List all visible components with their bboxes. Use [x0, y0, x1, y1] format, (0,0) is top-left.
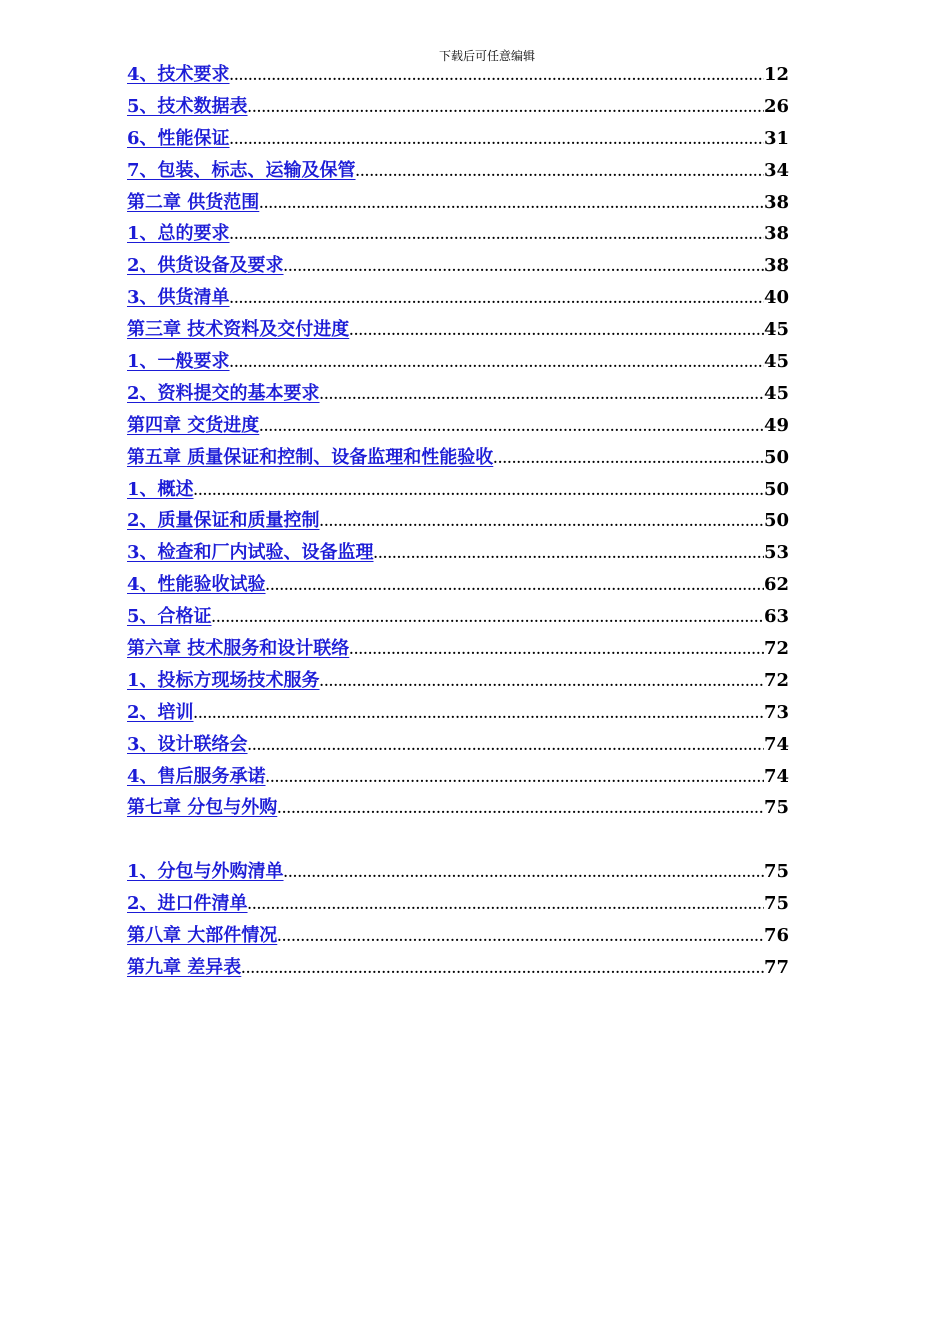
toc-entry[interactable]: [127, 729, 789, 761]
toc-entry-link[interactable]: 1、分包与外购清单: [127, 861, 284, 883]
toc-dot-leader: [248, 731, 764, 763]
toc-entry-link[interactable]: 2、培训: [127, 701, 194, 723]
toc-page-number: 45: [763, 351, 789, 373]
toc-dot-leader: [284, 252, 764, 284]
toc-entry[interactable]: [127, 761, 789, 793]
toc-dot-leader: [248, 890, 764, 922]
toc-page-number: 12: [763, 64, 789, 85]
table-of-contents: [127, 59, 789, 984]
toc-entry[interactable]: [127, 282, 789, 314]
toc-entry-link[interactable]: 4、性能验收试验: [127, 574, 266, 596]
toc-entry[interactable]: [127, 665, 789, 697]
toc-page-number: 45: [763, 319, 789, 341]
toc-page-number: 26: [763, 95, 789, 117]
toc-dot-leader: [230, 348, 764, 380]
toc-entry[interactable]: [127, 410, 789, 442]
toc-dot-leader: [349, 316, 764, 348]
toc-entry-link[interactable]: 6、性能保证: [127, 127, 230, 149]
toc-entry[interactable]: [127, 505, 789, 537]
toc-page-number: 34: [763, 159, 789, 181]
toc-page-number: 40: [763, 287, 789, 309]
toc-entry[interactable]: [127, 187, 789, 219]
toc-entry-link[interactable]: 4、售后服务承诺: [127, 765, 266, 787]
toc-dot-leader: [230, 220, 764, 252]
toc-page-number: 38: [763, 255, 789, 277]
toc-dot-leader: [320, 667, 764, 699]
toc-dot-leader: [493, 444, 764, 476]
toc-page-number: 50: [763, 478, 789, 500]
toc-entry-link[interactable]: 第四章 交货进度: [127, 414, 260, 436]
toc-page-number: 74: [763, 765, 789, 787]
toc-entry-link[interactable]: 3、设计联络会: [127, 733, 248, 755]
toc-entry[interactable]: [127, 888, 789, 920]
toc-entry-link[interactable]: 1、概述: [127, 478, 194, 500]
toc-entry-link[interactable]: 2、资料提交的基本要求: [127, 382, 320, 404]
toc-entry-link[interactable]: 3、检查和厂内试验、设备监理: [127, 542, 374, 564]
toc-entry[interactable]: [127, 59, 789, 91]
toc-page-number: 72: [763, 669, 789, 691]
toc-entry-link[interactable]: 1、总的要求: [127, 223, 230, 245]
toc-entry[interactable]: [127, 569, 789, 601]
toc-entry[interactable]: [127, 633, 789, 665]
toc-page-number: 77: [763, 957, 789, 979]
toc-entry[interactable]: [127, 952, 789, 984]
toc-entry[interactable]: [127, 250, 789, 282]
toc-entry[interactable]: [127, 91, 789, 123]
toc-dot-leader: [194, 476, 764, 508]
toc-dot-leader: [248, 93, 764, 125]
toc-entry-link[interactable]: 5、技术数据表: [127, 95, 248, 117]
toc-entry[interactable]: [127, 856, 789, 888]
toc-entry-link[interactable]: 4、技术要求: [127, 64, 230, 85]
toc-entry[interactable]: [127, 346, 789, 378]
toc-entry[interactable]: [127, 155, 789, 187]
toc-entry[interactable]: [127, 792, 789, 824]
toc-entry-link[interactable]: 7、包装、标志、运输及保管: [127, 159, 356, 181]
toc-page-number: 75: [763, 797, 789, 819]
toc-page-number: 31: [763, 127, 789, 149]
toc-page-number: 38: [763, 191, 789, 213]
toc-page-number: 73: [763, 701, 789, 723]
toc-dot-leader: [320, 507, 764, 539]
toc-dot-leader: [230, 125, 764, 157]
toc-dot-leader: [374, 539, 764, 571]
toc-page-number: 75: [763, 893, 789, 915]
toc-page-number: 72: [763, 638, 789, 660]
toc-entry[interactable]: [127, 314, 789, 346]
toc-entry-link[interactable]: 1、一般要求: [127, 351, 230, 373]
toc-dot-leader: [266, 763, 764, 795]
toc-page-number: 62: [763, 574, 789, 596]
toc-page-number: 53: [763, 542, 789, 564]
toc-entry-link[interactable]: 第二章 供货范围: [127, 191, 260, 213]
toc-dot-leader: [284, 858, 764, 890]
toc-dot-leader: [277, 922, 764, 954]
toc-entry[interactable]: [127, 218, 789, 250]
toc-dot-leader: [356, 157, 764, 189]
toc-dot-leader: [212, 603, 764, 635]
toc-entry[interactable]: [127, 537, 789, 569]
toc-entry-link[interactable]: 第三章 技术资料及交付进度: [127, 319, 350, 341]
toc-dot-leader: [277, 794, 764, 826]
toc-dot-leader: [230, 61, 764, 93]
toc-entry-link[interactable]: 第八章 大部件情况: [127, 925, 278, 947]
toc-entry-link[interactable]: 第六章 技术服务和设计联络: [127, 638, 350, 660]
toc-dot-leader: [241, 954, 764, 986]
toc-entry-link[interactable]: 2、质量保证和质量控制: [127, 510, 320, 532]
toc-entry-link[interactable]: 2、供货设备及要求: [127, 255, 284, 277]
toc-entry-link[interactable]: 第九章 差异表: [127, 957, 242, 979]
page-header: 下载后可任意编辑: [438, 49, 535, 63]
toc-entry[interactable]: [127, 697, 789, 729]
toc-entry[interactable]: [127, 601, 789, 633]
toc-entry[interactable]: [127, 442, 789, 474]
toc-entry-link[interactable]: 第七章 分包与外购: [127, 797, 278, 819]
toc-dot-leader: [320, 380, 764, 412]
toc-page-number: 76: [763, 925, 789, 947]
toc-page-number: 38: [763, 223, 789, 245]
toc-entry[interactable]: [127, 378, 789, 410]
toc-entry-link[interactable]: 5、合格证: [127, 606, 212, 628]
toc-dot-leader: [230, 284, 764, 316]
toc-dot-leader: [194, 699, 764, 731]
toc-dot-leader: [259, 412, 764, 444]
toc-dot-leader: [259, 189, 764, 221]
toc-page-number: 75: [763, 861, 789, 883]
toc-entry-link[interactable]: 2、进口件清单: [127, 893, 248, 915]
toc-dot-leader: [266, 571, 764, 603]
toc-page-number: 50: [763, 446, 789, 468]
toc-page-number: 45: [763, 382, 789, 404]
toc-page-number: 63: [763, 606, 789, 628]
toc-page-number: 74: [763, 733, 789, 755]
toc-entry[interactable]: [127, 920, 789, 952]
toc-dot-leader: [349, 635, 764, 667]
toc-entry[interactable]: [127, 474, 789, 506]
toc-page-number: 49: [763, 414, 789, 436]
toc-page-number: 50: [763, 510, 789, 532]
toc-entry-link[interactable]: 3、供货清单: [127, 287, 230, 309]
toc-entry-link[interactable]: 1、投标方现场技术服务: [127, 669, 320, 691]
toc-entry-link[interactable]: 第五章 质量保证和控制、设备监理和性能验收: [127, 446, 494, 468]
toc-entry[interactable]: [127, 123, 789, 155]
